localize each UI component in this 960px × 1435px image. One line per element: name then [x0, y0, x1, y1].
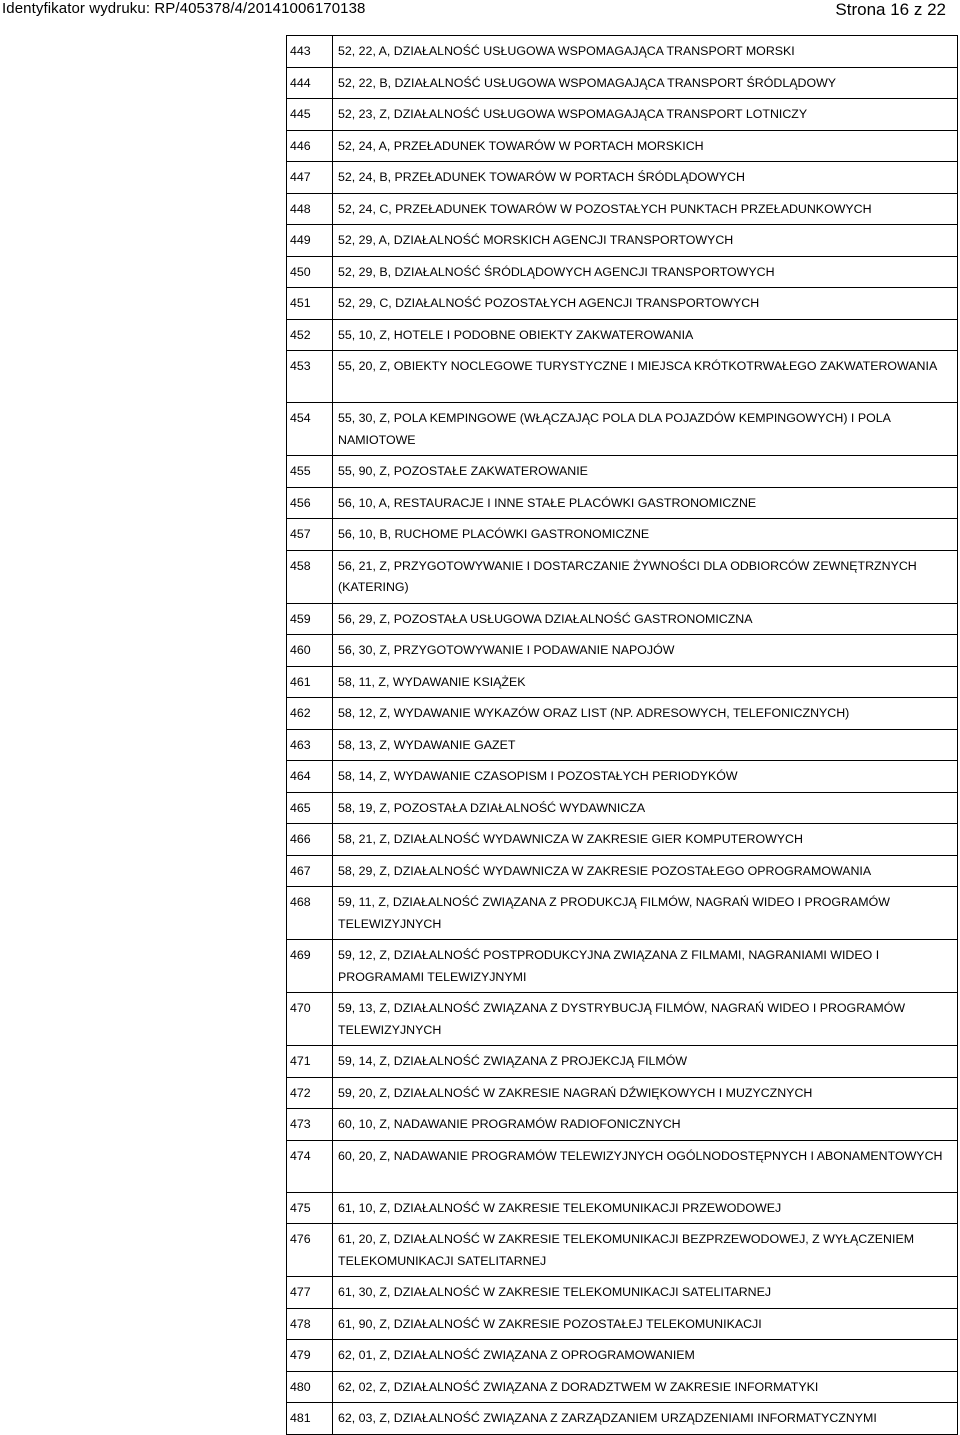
- row-description: 59, 20, Z, DZIAŁALNOŚĆ W ZAKRESIE NAGRAŃ DŹWIĘKOWYCH I MUZYCZNYCH: [333, 1077, 958, 1109]
- row-description: 59, 13, Z, DZIAŁALNOŚĆ ZWIĄZANA Z DYSTRYBUCJĄ FILMÓW, NAGRAŃ WIDEO I PROGRAMÓW TELEWIZYJNYCH: [333, 993, 958, 1046]
- table-row: [287, 1371, 958, 1403]
- row-number: 481: [287, 1403, 333, 1435]
- print-identifier: Identyfikator wydruku: RP/405378/4/20141006170138: [2, 0, 366, 17]
- row-description: 52, 29, A, DZIAŁALNOŚĆ MORSKICH AGENCJI TRANSPORTOWYCH: [333, 225, 958, 257]
- row-description: 52, 23, Z, DZIAŁALNOŚĆ USŁUGOWA WSPOMAGAJĄCA TRANSPORT LOTNICZY: [333, 99, 958, 131]
- table-row: [287, 993, 958, 1046]
- row-number: 448: [287, 193, 333, 225]
- row-number: 462: [287, 698, 333, 730]
- row-number: 472: [287, 1077, 333, 1109]
- row-description: 52, 24, B, PRZEŁADUNEK TOWARÓW W PORTACH ŚRÓDLĄDOWYCH: [333, 162, 958, 194]
- row-description: 56, 10, B, RUCHOME PLACÓWKI GASTRONOMICZNE: [333, 519, 958, 551]
- row-number: 466: [287, 824, 333, 856]
- table-row: [287, 550, 958, 603]
- table-row: [287, 824, 958, 856]
- table-row: [287, 855, 958, 887]
- row-number: 464: [287, 761, 333, 793]
- table-row: [287, 1046, 958, 1078]
- row-description: 58, 13, Z, WYDAWANIE GAZET: [333, 729, 958, 761]
- row-description: 61, 30, Z, DZIAŁALNOŚĆ W ZAKRESIE TELEKOMUNIKACJI SATELITARNEJ: [333, 1277, 958, 1309]
- row-number: 456: [287, 487, 333, 519]
- table-row: [287, 162, 958, 194]
- table-row: [287, 761, 958, 793]
- activity-codes-body: [287, 36, 958, 1435]
- table-row: [287, 99, 958, 131]
- row-description: 55, 90, Z, POZOSTAŁE ZAKWATEROWANIE: [333, 456, 958, 488]
- table-row: [287, 193, 958, 225]
- table-row: [287, 1308, 958, 1340]
- table-row: [287, 940, 958, 993]
- row-description: 56, 10, A, RESTAURACJE I INNE STAŁE PLACÓWKI GASTRONOMICZNE: [333, 487, 958, 519]
- table-row: [287, 36, 958, 68]
- row-description: 56, 30, Z, PRZYGOTOWYWANIE I PODAWANIE NAPOJÓW: [333, 635, 958, 667]
- table-row: [287, 456, 958, 488]
- row-description: 56, 29, Z, POZOSTAŁA USŁUGOWA DZIAŁALNOŚĆ GASTRONOMICZNA: [333, 603, 958, 635]
- row-number: 480: [287, 1371, 333, 1403]
- table-row: [287, 635, 958, 667]
- row-number: 449: [287, 225, 333, 257]
- table-row: [287, 403, 958, 456]
- table-row: [287, 67, 958, 99]
- row-description: 52, 24, A, PRZEŁADUNEK TOWARÓW W PORTACH MORSKICH: [333, 130, 958, 162]
- row-number: 470: [287, 993, 333, 1046]
- table-row: [287, 1277, 958, 1309]
- row-description: 58, 21, Z, DZIAŁALNOŚĆ WYDAWNICZA W ZAKRESIE GIER KOMPUTEROWYCH: [333, 824, 958, 856]
- row-description: 59, 11, Z, DZIAŁALNOŚĆ ZWIĄZANA Z PRODUKCJĄ FILMÓW, NAGRAŃ WIDEO I PROGRAMÓW TELEWIZYJNYCH: [333, 887, 958, 940]
- row-description: 55, 30, Z, POLA KEMPINGOWE (WŁĄCZAJĄC POLA DLA POJAZDÓW KEMPINGOWYCH) I POLA NAMIOTOWE: [333, 403, 958, 456]
- row-number: 460: [287, 635, 333, 667]
- row-description: 62, 03, Z, DZIAŁALNOŚĆ ZWIĄZANA Z ZARZĄDZANIEM URZĄDZENIAMI INFORMATYCZNYMI: [333, 1403, 958, 1435]
- row-description: 56, 21, Z, PRZYGOTOWYWANIE I DOSTARCZANIE ŻYWNOŚCI DLA ODBIORCÓW ZEWNĘTRZNYCH (KATERING): [333, 550, 958, 603]
- table-row: [287, 487, 958, 519]
- table-row: [287, 225, 958, 257]
- row-number: 444: [287, 67, 333, 99]
- row-number: 447: [287, 162, 333, 194]
- row-description: 52, 22, A, DZIAŁALNOŚĆ USŁUGOWA WSPOMAGAJĄCA TRANSPORT MORSKI: [333, 36, 958, 68]
- table-row: [287, 729, 958, 761]
- row-number: 467: [287, 855, 333, 887]
- row-number: 476: [287, 1224, 333, 1277]
- row-description: 52, 24, C, PRZEŁADUNEK TOWARÓW W POZOSTAŁYCH PUNKTACH PRZEŁADUNKOWYCH: [333, 193, 958, 225]
- table-row: [287, 603, 958, 635]
- row-description: 62, 02, Z, DZIAŁALNOŚĆ ZWIĄZANA Z DORADZTWEM W ZAKRESIE INFORMATYKI: [333, 1371, 958, 1403]
- row-number: 443: [287, 36, 333, 68]
- row-number: 450: [287, 256, 333, 288]
- row-number: 475: [287, 1192, 333, 1224]
- row-description: 52, 22, B, DZIAŁALNOŚĆ USŁUGOWA WSPOMAGAJĄCA TRANSPORT ŚRÓDLĄDOWY: [333, 67, 958, 99]
- activity-codes-table: [286, 35, 958, 1435]
- row-number: 445: [287, 99, 333, 131]
- table-row: [287, 1077, 958, 1109]
- page-header: [0, 0, 960, 20]
- page-number: Strona 16 z 22: [835, 0, 946, 19]
- table-row: [287, 666, 958, 698]
- row-number: 468: [287, 887, 333, 940]
- row-number: 461: [287, 666, 333, 698]
- row-number: 474: [287, 1140, 333, 1192]
- row-description: 61, 90, Z, DZIAŁALNOŚĆ W ZAKRESIE POZOSTAŁEJ TELEKOMUNIKACJI: [333, 1308, 958, 1340]
- row-number: 459: [287, 603, 333, 635]
- row-number: 465: [287, 792, 333, 824]
- row-number: 453: [287, 351, 333, 403]
- row-number: 473: [287, 1109, 333, 1141]
- row-number: 455: [287, 456, 333, 488]
- table-row: [287, 130, 958, 162]
- row-description: 55, 20, Z, OBIEKTY NOCLEGOWE TURYSTYCZNE I MIEJSCA KRÓTKOTRWAŁEGO ZAKWATEROWANIA: [333, 351, 958, 403]
- row-number: 471: [287, 1046, 333, 1078]
- table-row: [287, 1224, 958, 1277]
- row-description: 60, 20, Z, NADAWANIE PROGRAMÓW TELEWIZYJNYCH OGÓLNODOSTĘPNYCH I ABONAMENTOWYCH: [333, 1140, 958, 1192]
- table-row: [287, 519, 958, 551]
- table-row: [287, 256, 958, 288]
- table-row: [287, 351, 958, 403]
- row-description: 58, 14, Z, WYDAWANIE CZASOPISM I POZOSTAŁYCH PERIODYKÓW: [333, 761, 958, 793]
- row-number: 477: [287, 1277, 333, 1309]
- row-number: 454: [287, 403, 333, 456]
- table-row: [287, 698, 958, 730]
- table-row: [287, 887, 958, 940]
- row-description: 61, 20, Z, DZIAŁALNOŚĆ W ZAKRESIE TELEKOMUNIKACJI BEZPRZEWODOWEJ, Z WYŁĄCZENIEM TELEKOMUNIKACJI SATELITARNEJ: [333, 1224, 958, 1277]
- row-description: 52, 29, C, DZIAŁALNOŚĆ POZOSTAŁYCH AGENCJI TRANSPORTOWYCH: [333, 288, 958, 320]
- row-number: 451: [287, 288, 333, 320]
- table-row: [287, 1192, 958, 1224]
- row-description: 61, 10, Z, DZIAŁALNOŚĆ W ZAKRESIE TELEKOMUNIKACJI PRZEWODOWEJ: [333, 1192, 958, 1224]
- row-number: 452: [287, 319, 333, 351]
- row-description: 62, 01, Z, DZIAŁALNOŚĆ ZWIĄZANA Z OPROGRAMOWANIEM: [333, 1340, 958, 1372]
- table-row: [287, 1109, 958, 1141]
- row-description: 58, 12, Z, WYDAWANIE WYKAZÓW ORAZ LIST (NP. ADRESOWYCH, TELEFONICZNYCH): [333, 698, 958, 730]
- row-description: 59, 12, Z, DZIAŁALNOŚĆ POSTPRODUKCYJNA ZWIĄZANA Z FILMAMI, NAGRANIAMI WIDEO I PROGRAMAMI TELEWIZYJNYMI: [333, 940, 958, 993]
- table-row: [287, 792, 958, 824]
- table-row: [287, 319, 958, 351]
- row-number: 479: [287, 1340, 333, 1372]
- row-number: 458: [287, 550, 333, 603]
- row-number: 446: [287, 130, 333, 162]
- row-description: 52, 29, B, DZIAŁALNOŚĆ ŚRÓDLĄDOWYCH AGENCJI TRANSPORTOWYCH: [333, 256, 958, 288]
- row-description: 59, 14, Z, DZIAŁALNOŚĆ ZWIĄZANA Z PROJEKCJĄ FILMÓW: [333, 1046, 958, 1078]
- row-number: 457: [287, 519, 333, 551]
- row-number: 478: [287, 1308, 333, 1340]
- row-number: 469: [287, 940, 333, 993]
- table-row: [287, 1403, 958, 1435]
- row-description: 58, 29, Z, DZIAŁALNOŚĆ WYDAWNICZA W ZAKRESIE POZOSTAŁEGO OPROGRAMOWANIA: [333, 855, 958, 887]
- row-number: 463: [287, 729, 333, 761]
- table-row: [287, 288, 958, 320]
- table-row: [287, 1140, 958, 1192]
- row-description: 60, 10, Z, NADAWANIE PROGRAMÓW RADIOFONICZNYCH: [333, 1109, 958, 1141]
- row-description: 58, 11, Z, WYDAWANIE KSIĄŻEK: [333, 666, 958, 698]
- row-description: 58, 19, Z, POZOSTAŁA DZIAŁALNOŚĆ WYDAWNICZA: [333, 792, 958, 824]
- row-description: 55, 10, Z, HOTELE I PODOBNE OBIEKTY ZAKWATEROWANIA: [333, 319, 958, 351]
- table-row: [287, 1340, 958, 1372]
